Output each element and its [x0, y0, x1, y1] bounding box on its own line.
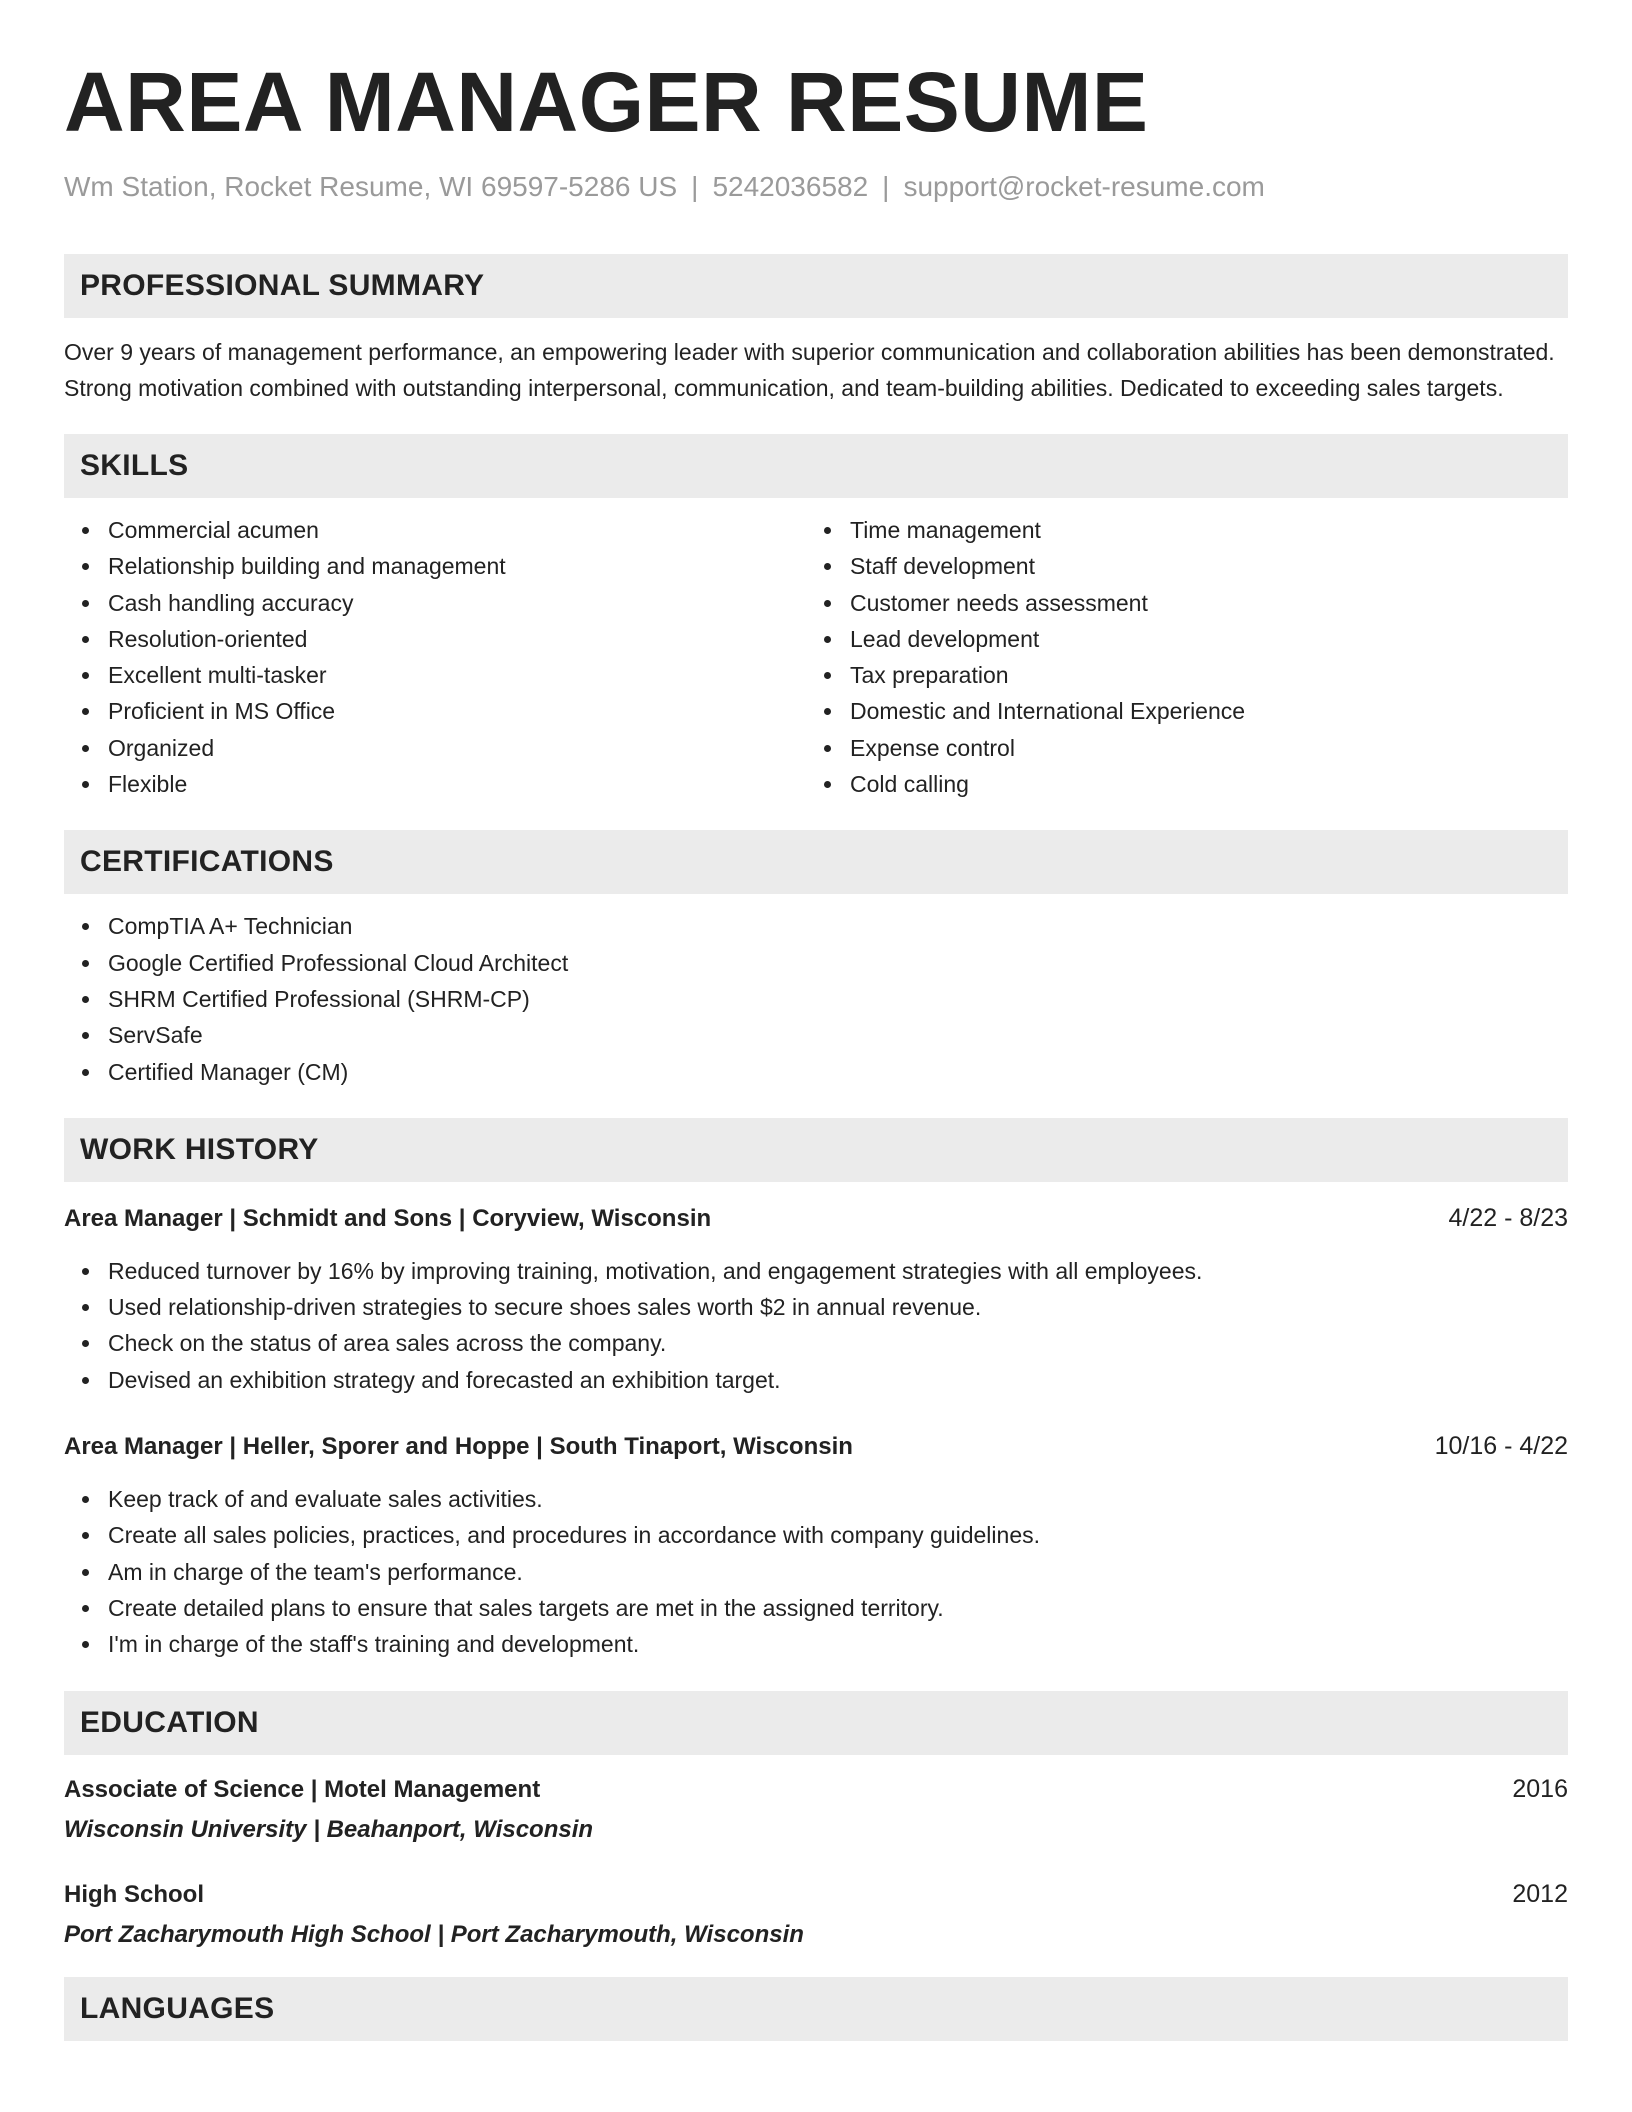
job-dates: 10/16 - 4/22 — [1434, 1432, 1568, 1461]
job-header — [64, 1204, 1568, 1233]
work-heading: WORK HISTORY — [80, 1132, 319, 1166]
education-school: Wisconsin University | Beahanport, Wisconsin — [64, 1815, 594, 1843]
education-header — [64, 1775, 1568, 1804]
contact-separator: | — [691, 171, 699, 203]
job-title: Area Manager | Heller, Sporer and Hoppe | South Tinaport, Wisconsin — [64, 1433, 853, 1461]
education-year: 2012 — [1512, 1879, 1568, 1908]
skills-grid — [64, 498, 1568, 802]
education-header — [64, 1880, 1568, 1909]
skills-list-right — [806, 512, 1548, 802]
education-entry — [64, 1775, 1568, 1844]
contact-email: support@rocket-resume.com — [903, 171, 1265, 203]
skills-heading: SKILLS — [80, 448, 189, 482]
certifications-heading: CERTIFICATIONS — [80, 845, 334, 879]
skill-item: Proficient in MS Office — [108, 693, 806, 729]
contact-address: Wm Station, Rocket Resume, WI 69597-5286 US — [64, 171, 678, 203]
skill-item: Tax preparation — [850, 657, 1548, 693]
languages-section-header — [64, 1977, 1568, 2041]
job-bullet: Check on the status of area sales across the company. — [108, 1325, 1568, 1361]
languages-heading: LANGUAGES — [80, 1991, 275, 2025]
job-bullet: Reduced turnover by 16% by improving training, motivation, and engagement strategies with all employees. — [108, 1253, 1568, 1289]
skill-item: Lead development — [850, 621, 1548, 657]
resume-title: AREA MANAGER RESUME — [64, 55, 1149, 149]
education-section-header — [64, 1691, 1568, 1755]
job-bullet: Devised an exhibition strategy and forecasted an exhibition target. — [108, 1362, 1568, 1398]
certification-item: ServSafe — [108, 1017, 1568, 1053]
job-bullets — [64, 1481, 1568, 1662]
certification-item: Google Certified Professional Cloud Architect — [108, 945, 1568, 981]
contact-phone: 5242036582 — [712, 171, 869, 203]
job-bullets — [64, 1253, 1568, 1398]
job-bullet: Create detailed plans to ensure that sales targets are met in the assigned territory. — [108, 1590, 1568, 1626]
education-degree: Associate of Science | Motel Management — [64, 1775, 541, 1803]
job-bullet: Used relationship-driven strategies to secure shoes sales worth $2 in annual revenue. — [108, 1289, 1568, 1325]
contact-line — [64, 170, 1568, 204]
skill-item: Cold calling — [850, 766, 1548, 802]
skills-section-header — [64, 434, 1568, 498]
skill-item: Expense control — [850, 730, 1548, 766]
skill-item: Staff development — [850, 548, 1548, 584]
job-entry — [64, 1204, 1568, 1398]
summary-heading: PROFESSIONAL SUMMARY — [80, 268, 485, 302]
certification-item: Certified Manager (CM) — [108, 1054, 1568, 1090]
skill-item: Customer needs assessment — [850, 585, 1548, 621]
skill-item: Time management — [850, 512, 1548, 548]
job-bullet: I'm in charge of the staff's training and development. — [108, 1626, 1568, 1662]
certifications-section-header — [64, 830, 1568, 894]
certifications-list — [64, 908, 1568, 1089]
skill-item: Commercial acumen — [108, 512, 806, 548]
job-dates: 4/22 - 8/23 — [1448, 1203, 1568, 1232]
certification-item: SHRM Certified Professional (SHRM-CP) — [108, 981, 1568, 1017]
job-bullet: Am in charge of the team's performance. — [108, 1554, 1568, 1590]
summary-text: Over 9 years of management performance, an empowering leader with superior communication and collaboration abilities has been demonstrated. Strong motivation combined with outstanding interpersonal, communication, and team-building abilities. Dedicated to exceeding sales targets. — [64, 338, 1555, 401]
education-school: Port Zacharymouth High School | Port Zacharymouth, Wisconsin — [64, 1920, 804, 1948]
job-header — [64, 1432, 1568, 1461]
skill-item: Organized — [108, 730, 806, 766]
work-section-header — [64, 1118, 1568, 1182]
skill-item: Excellent multi-tasker — [108, 657, 806, 693]
skill-item: Resolution-oriented — [108, 621, 806, 657]
skill-item: Flexible — [108, 766, 806, 802]
job-bullet: Create all sales policies, practices, and procedures in accordance with company guidelines. — [108, 1517, 1568, 1553]
certification-item: CompTIA A+ Technician — [108, 908, 1568, 944]
education-year: 2016 — [1512, 1774, 1568, 1803]
summary-section-header — [64, 254, 1568, 318]
job-title: Area Manager | Schmidt and Sons | Coryview, Wisconsin — [64, 1204, 712, 1232]
education-heading: EDUCATION — [80, 1705, 259, 1739]
education-entry — [64, 1880, 1568, 1949]
skill-item: Relationship building and management — [108, 548, 806, 584]
skill-item: Domestic and International Experience — [850, 693, 1548, 729]
job-entry — [64, 1432, 1568, 1662]
job-bullet: Keep track of and evaluate sales activities. — [108, 1481, 1568, 1517]
skills-list-left — [64, 512, 806, 802]
education-degree: High School — [64, 1880, 204, 1908]
contact-separator: | — [882, 171, 890, 203]
skill-item: Cash handling accuracy — [108, 585, 806, 621]
